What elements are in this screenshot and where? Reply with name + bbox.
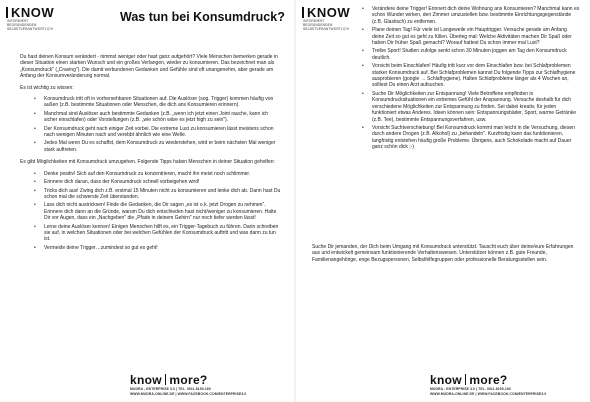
brand-tagline-3: SELBSTVERANTWORTLICH xyxy=(303,27,350,31)
tips-intro: Es gibt Möglichkeiten mit Konsumdruck umzugehen. Folgende Tipps haben Menschen in deiner Situation geholfen: xyxy=(20,159,275,166)
footer-brand-right: more? xyxy=(169,373,208,388)
list-item: • Lass dich nicht austricksen! Finde die Gedanken, die Dir sagen „es ist o.k. jetzt Drogen zu nehmen". Erinnere dich dann an die Gründe, warum Du dich entschieden hast nicht/weniger zu konsumieren. Halte Dir vor Augen, dass ein „Nachgeben" die „Pfade in deinem Gehirn" nur noch tiefer werden lässt! xyxy=(44,202,282,221)
brand-tagline-3: SELBSTVERANTWORTLICH xyxy=(7,27,54,31)
footer xyxy=(130,373,300,396)
list-item: • Manchmal sind Auslöser auch bestimmte Gedanken (z.B. „wenn ich jetzt einen Joint rauche, kann ich sicher einschlafen) oder Vorstellungen (z.B. „wie schön wäre es jetzt high zu sein"). xyxy=(44,111,282,124)
footer-separator xyxy=(165,374,167,385)
footer-links: WWW.MUDRA-ONLINE.DE | WWW.FACEBOOK.COM/ENTERPRISE3.0 xyxy=(130,391,247,396)
footer-brand-right: more? xyxy=(469,373,508,388)
list-item: • Suche Dir Möglichkeiten zur Entspannung! Viele Betroffene empfinden in Konsumdrucksituationen ein extremes Gefühl der Anspannung. Versuche deshalb für dich verschiedene Möglichkeiten zur Entspannung zu finden. Sei dabei kreativ, für jeden funktioniert etwas Anderes. Ideen können sein: Entspannungsbäder, Sport, warme Getränke (z.B. Tee), bestimmte Entspannungsverfahren, usw. xyxy=(372,91,580,123)
closing-section xyxy=(312,244,578,268)
brand-tagline-2: BEGRÜNDENDEN xyxy=(7,23,37,27)
footer-brand-left: know xyxy=(430,373,462,388)
right-page xyxy=(296,0,590,402)
list-item: • Konsumdruck tritt oft in vorhersehbaren Situationen auf. Die Auslöser (sog. Trigger) kommen häufig von außen (z.B. bestimmte Situationen oder Menschen, die dich ans Konsumieren erinnern). xyxy=(44,96,282,109)
footer-contact: MUDRA - ENTERPRISE 3.0 | TEL. 0911.8150-160 xyxy=(430,387,511,392)
list-item: • Jedes Mal wenn Du es schaffst, dem Konsumdruck zu wiederstehen, wird er beim nächsten Mal weniger stark auftreten. xyxy=(44,140,282,153)
list-item: • Denke positiv! Sich auf den Konsumdruck zu konzentrieren, macht ihn meist noch schlimmer. xyxy=(44,171,282,177)
facts-heading: Es ist wichtig zu wissen: xyxy=(20,84,74,91)
list-item: • Plane deinen Tag! Für viele ist Langeweile ein Hauptrigger. Versuche gerade am Anfang deine Zeit so gut es geht zu füllen. Überleg mal: Welche Aktivitäten machen Dir Spaß oder haben Dir früher Spaß gemacht? Worauf hattest Du schon immer mal Lust? xyxy=(372,27,580,46)
brand-logo xyxy=(302,6,350,31)
brand-tagline-2: BEGRÜNDENDEN xyxy=(303,23,333,27)
page-title: Was tun bei Konsumdruck? xyxy=(120,10,285,24)
logo-bar-icon xyxy=(302,7,304,18)
list-item: • Vermeide deine Trigger…zumindest so gut es geht! xyxy=(44,245,282,251)
list-item: • Lerne deine Auslöser kennen! Einigen Menschen hilft es, ein Trigger-Tagebuch zu führen. Darin schreiben sie auf, in welchen Situationen oder bei welchen Gefühlen der Konsumdruck auftritt und was dann zu tun ist. xyxy=(44,224,282,243)
brand-tagline-1: INFORMIERT xyxy=(7,19,29,23)
brand-name: KNOW xyxy=(11,5,55,20)
footer-brand-left: know xyxy=(130,373,162,388)
list-item: • Der Konsumdruck geht nach einiger Zeit vorbei. Die extreme Lust zu konsumieren lässt meistens schon nach wenigen Minuten nach und verebbt ähnlich wie eine Welle. xyxy=(44,126,282,139)
list-item: • Treibe Sport! Studien zufolge senkt schon 30 Minuten joggen am Tag den Konsumdruck deutlich. xyxy=(372,48,580,61)
logo-bar-icon xyxy=(6,7,8,18)
closing-paragraph: Suche Dir jemanden, der Dich beim Umgang mit Konsumdruck unterstützt. Tauscht euch über deine/eure Erfahrungen aus und entwickelt gemeinsam funktionierende Verhaltensweisen. Unterstützer können z.B. gute Freunde, Familienangehörige, enge Bezugspersonen, Selbsthilfegruppen oder professionelle Beratungsstellen sein. xyxy=(312,244,574,263)
footer-contact: MUDRA - ENTERPRISE 3.0 | TEL. 0911.8150-160 xyxy=(130,387,211,392)
tips-list-continued xyxy=(366,6,580,151)
tips-list xyxy=(20,171,282,251)
intro-paragraph: Du hast deinen Konsum verändert - nimmst weniger oder hast ganz aufgehört? Viele Menschen bemerken gerade in dieser Situation einen starken Wunsch und ein großes Verlangen, wieder zu konsumieren. Das bezeichnet man als „Konsumdruck" („Craving"). Die damit verbundenen Gedanken und Gefühle sind oft unangenehm, aber gerade am Anfang der Konsumveränderung normal. xyxy=(20,54,278,80)
list-item: • Verändere deine Trigger! Erinnert dich deine Wohnung ans Konsumieren? Manchmal kann es schon Wunder wirken, den Zimmer umzustellen bzw. bestimmte Einrichtungsgegenstände (z.B. Glastisch) zu entfernen. xyxy=(372,6,580,25)
list-item: • Tricks dich aus! Zwing dich z.B. erstmal 15 Minuten nicht zu konsumieren und lenke dich ab. Dann hast Du schon mal die schwerste Zeit überstanden. xyxy=(44,188,282,201)
list-item: • Erinnere dich daran, dass der Konsumdruck schnell vorbeigehen wird! xyxy=(44,179,282,185)
footer-separator xyxy=(465,374,467,385)
facts-list xyxy=(20,96,282,153)
brand-tagline-1: INFORMIERT xyxy=(303,19,325,23)
right-content xyxy=(366,6,580,157)
left-page xyxy=(0,0,294,402)
brand-logo xyxy=(6,6,54,31)
list-item: • Vorsicht Suchtverschiebung! Bei Konsumdruck kommt man leicht in die Versuchung, diesen durch andere Drogen (z.B. Alkohol) zu „behandeln". Kurzfristig kann das funktionieren, langfristig entstehen häufig große Probleme. Übrigens, auch Schokolade macht auf Dauer ganz schön dick ;-) xyxy=(372,125,580,151)
left-content xyxy=(20,54,282,257)
footer-links: WWW.MUDRA-ONLINE.DE | WWW.FACEBOOK.COM/ENTERPRISE3.0 xyxy=(430,391,547,396)
footer xyxy=(430,373,590,396)
brand-name: KNOW xyxy=(307,5,351,20)
list-item: • Vorsicht beim Einschlafen! Häufig tritt kurz vor dem Einschlafen bzw. bei Schlafproblemen starker Konsumdruck auf. Bei Schlafproblemen kannst Du folgende Tipps zur Schlafhygiene ausprobieren (google → Schlafhygiene). Halten Schlafprobleme länger als 4 Wochen an, solltest Du einen Arzt aufsuchen. xyxy=(372,63,580,89)
